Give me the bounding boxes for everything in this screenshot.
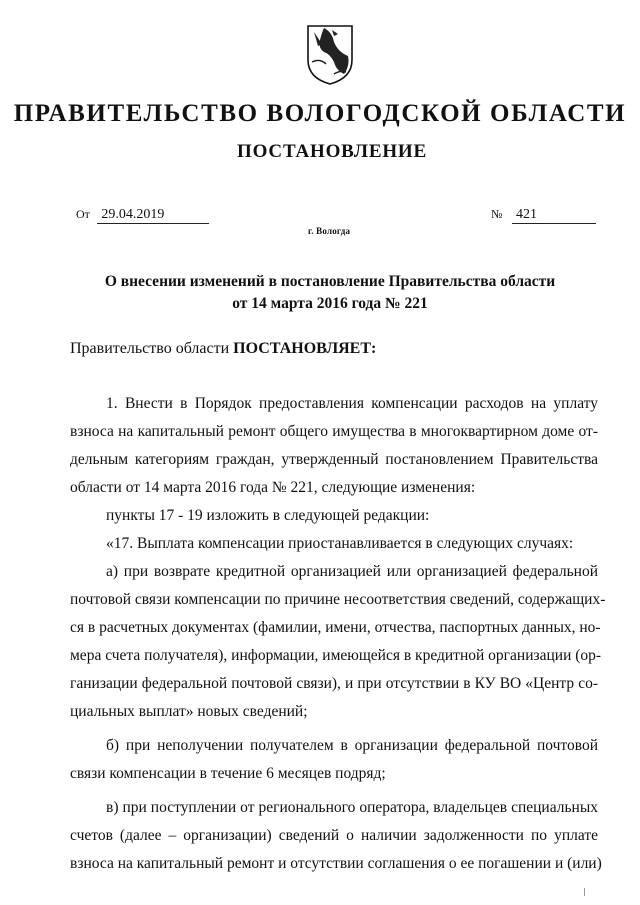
subject-line-1: О внесении изменений в постановление Правительства области	[104, 273, 556, 290]
body-line: связи компенсации в течение 6 месяцев подряд;	[70, 765, 386, 782]
scan-mark	[584, 888, 585, 896]
body-line: циальных выплат» новых сведений;	[70, 703, 308, 720]
document-body	[70, 390, 606, 878]
org-title: ПРАВИТЕЛЬСТВО ВОЛОГОДСКОЙ ОБЛАСТИ	[13, 100, 627, 127]
body-line: ганизации федеральной почтовой связи), и при отсутствии в КУ ВО «Центр со-	[70, 675, 598, 692]
date-label: От	[76, 207, 90, 221]
body-line: «17. Выплата компенсации приостанавливается в следующих случаях:	[106, 535, 574, 552]
preamble-text: Правительство области	[70, 340, 234, 357]
body-line: 1. Внести в Порядок предоставления компенсации расходов на уплату	[106, 395, 598, 412]
vologda-coat-of-arms-icon	[304, 22, 356, 86]
body-line: взноса на капитальный ремонт и отсутствии соглашения о ее погашении и (или)	[70, 855, 602, 872]
number-label: №	[491, 207, 503, 221]
subject-heading	[80, 271, 580, 315]
preamble-emphasis: ПОСТАНОВЛЯЕТ:	[233, 340, 377, 357]
preamble	[70, 340, 376, 358]
date-value: 29.04.2019	[97, 207, 209, 224]
body-line: пункты 17 - 19 изложить в следующей редакции:	[106, 507, 430, 524]
body-line: мера счета получателя), информации, имеющейся в кредитной организации (ор-	[70, 647, 602, 664]
body-line: дельным категориям граждан, утвержденный постановлением Правительства	[70, 451, 598, 468]
body-line: ся в расчетных документах (фамилии, имени, отчества, паспортных данных, но-	[70, 619, 601, 636]
document-type: ПОСТАНОВЛЕНИЕ	[237, 141, 427, 162]
body-line: счетов (далее – организации) сведений о наличии задолженности по уплате	[70, 827, 598, 844]
subject-line-2: от 14 марта 2016 года № 221	[232, 295, 428, 312]
date-block	[76, 207, 209, 229]
number-value: 421	[512, 207, 596, 224]
body-line: а) при возврате кредитной организацией или организацией федеральной	[106, 563, 598, 580]
body-line: взноса на капитальный ремонт общего имущества в многоквартирном доме от-	[70, 423, 598, 440]
emblem	[304, 22, 356, 86]
body-line: в) при поступлении от регионального оператора, владельцев специальных	[106, 799, 598, 816]
body-line: области от 14 марта 2016 года № 221, следующие изменения:	[70, 479, 476, 496]
body-line: б) при неполучении получателем в организации федеральной почтовой	[106, 737, 598, 754]
city-label: г. Вологда	[308, 226, 351, 236]
body-line: почтовой связи компенсации по причине несоответствия сведений, содержащих-	[70, 591, 606, 608]
number-block	[491, 207, 596, 229]
